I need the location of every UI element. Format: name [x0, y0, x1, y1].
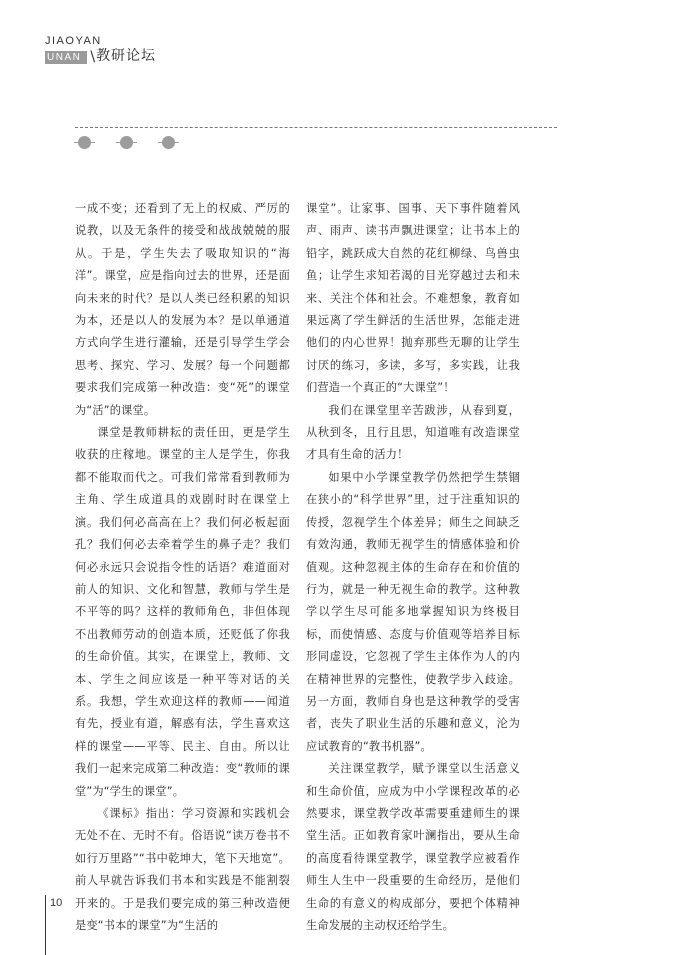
page-number: 10 — [50, 897, 63, 909]
paragraph: 课堂”。让家事、国事、天下事件随着风声、雨声、读书声飘进课堂；让书本上的铅字，跳跃成大自然的花红柳绿、鸟兽虫鱼；让学生求知若渴的目光穿越过去和未来、关注个体和社会。不难想象，教育如果远离了学生鲜活的生活世界，怎能走进他们的内心世界！抛弃那些无聊的让学生讨厌的练习，多读，多写，多实践，让我们营造一个真正的“大课堂”！ — [306, 202, 520, 395]
dot-ornaments — [74, 136, 194, 150]
paragraph: 《课标》指出：学习资源和实践机会无处不在、无时不有。俗语说“读万卷书不如行万里路”“书中乾坤大，笔下天地宽”。前人早就告诉我们书本和实践是不能割裂开来的。于是我们要完成的第三种改造便是变“书本的课堂”为“生活的 — [75, 806, 290, 932]
dot-ornament-icon — [162, 136, 175, 149]
footer-rule — [45, 895, 46, 955]
brand-row — [45, 48, 156, 64]
paragraph: 我们在课堂里辛苦跋涉，从春到夏，从秋到冬，且行且思，知道唯有改造课堂才具有生命的活力！ — [306, 403, 520, 462]
brand-box-text: UNAN — [45, 51, 87, 64]
paragraph: 如果中小学课堂教学仍然把学生禁锢在狭小的“科学世界”里，过于注重知识的传授，忽视学生个体差异；师生之间缺乏有效沟通，教师无视学生的情感体验和价值观。这种忽视主体的生命存在和价值的行为，就是一种无视生命的教学。这种教学以学生尽可能多地掌握知识为终极目标，而使情感、态度与价值观等培养目标形同虚设，它忽视了学生主体作为人的内在精神世界的完整性，使教学步入歧途。另一方面，教师自身也是这种教学的受害者，丧失了职业生活的乐趣和意义，沦为应试教育的“教书机器”。 — [306, 470, 520, 753]
masthead — [45, 36, 156, 64]
right-column — [306, 198, 520, 937]
dot-ornament-icon — [78, 136, 91, 149]
dot-ornament-icon — [120, 136, 133, 149]
slash-divider-icon: \ — [90, 49, 96, 65]
paragraph: 课堂是教师耕耘的责任田，更是学生收获的庄稼地。课堂的主人是学生，你我都不能取而代之。可我们常常看到教师为主角、学生成道具的戏剧时时在课堂上演。我们何必高高在上？我们何必板起面孔？我们何必去牵着学生的鼻子走？我们何必永远只会说指令性的话语？难道面对前人的知识、文化和智慧，教师与学生是不平等的吗？这样的教师角色，非但体现不出教师劳动的创造本质，还贬低了你我的生命价值。其实，在课堂上，教师、文本、学生之间应该是一种平等对话的关系。我想，学生欢迎这样的教师——闻道有先，授业有道，解惑有法，学生喜欢这样的课堂——平等、民主、自由。所以让我们一起来完成第二种改造：变“教师的课堂”为“学生的课堂”。 — [75, 426, 290, 798]
paragraph: 关注课堂教学，赋予课堂以生活意义和生命价值，应成为中小学课程改革的必然要求，课堂教学改革需要重建师生的课堂生活。正如教育家叶澜指出，要从生命的高度看待课堂教学，课堂教学应被看作师生人生中一段重要的生命经历，是他们生命的有意义的构成部分，要把个体精神生命发展的主动权还给学生。 — [306, 762, 520, 932]
paragraph: 一成不变；还看到了无上的权威、严厉的说教，以及无条件的接受和战战兢兢的服从。于是，学生失去了吸取知识的“海洋”。课堂，应是指向过去的世界，还是面向未来的时代？是以人类已经积累的知识为本，还是以人的发展为本？是以单通道方式向学生进行灌输，还是引导学生学会思考、探究、学习、发展？每一个问题都要求我们完成第一种改造：变“死”的课堂为“活”的课堂。 — [75, 202, 290, 417]
brand-top-text: JIAOYAN — [45, 35, 102, 47]
dashed-rule — [75, 127, 557, 128]
left-column — [75, 198, 290, 937]
section-title: 教研论坛 — [96, 48, 157, 64]
